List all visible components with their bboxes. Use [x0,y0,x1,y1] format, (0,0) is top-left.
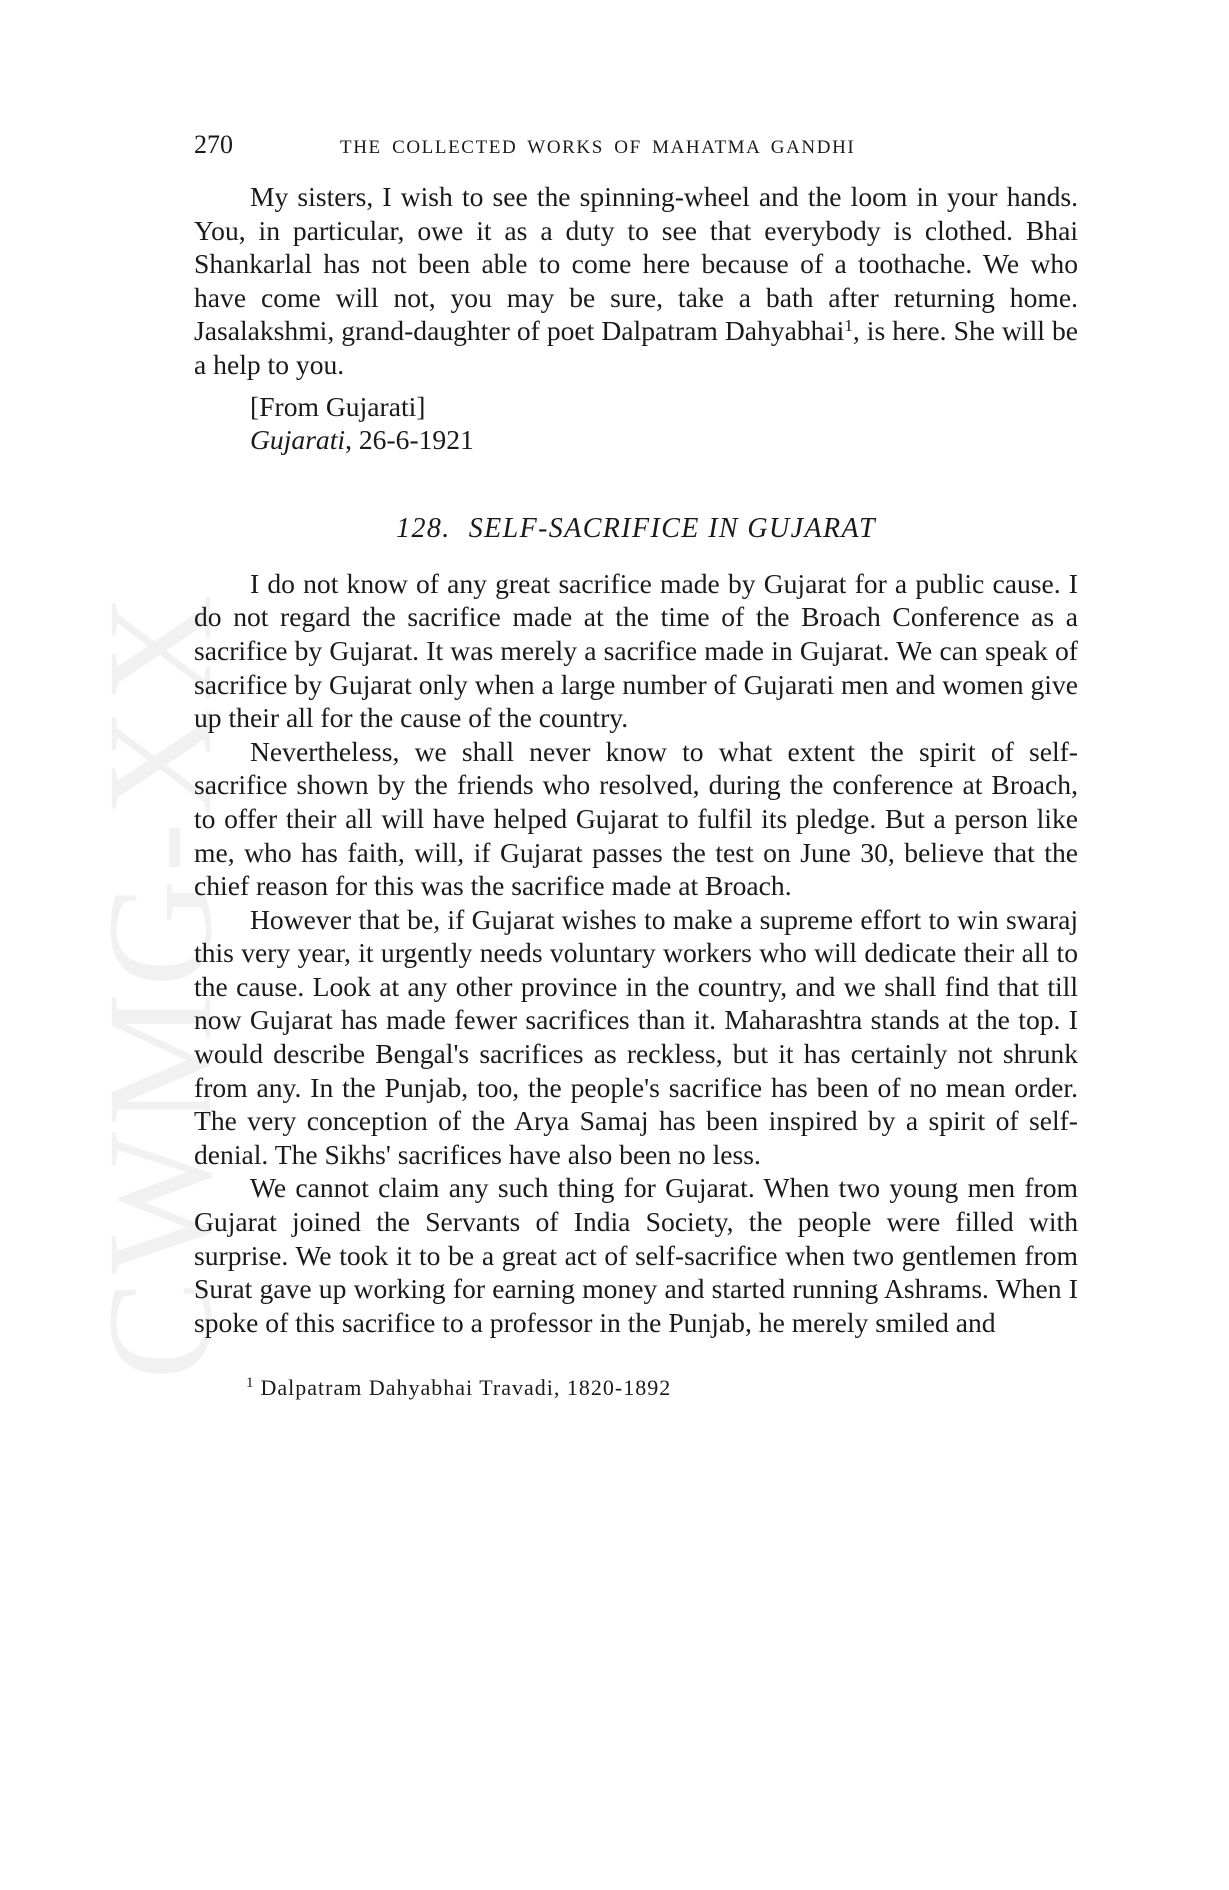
footnote-marker: 1 [246,1375,255,1392]
article-paragraph: We cannot claim any such thing for Gujarat. When two young men from Gujarat joined the Servants of India Society, the people were filled with surprise. We took it to be a great act of self-sacrifice when two gentlemen from Surat gave up working for earning money and started running Ashrams. When I spoke of this sacrifice to a professor in the Punjab, he merely smiled and [194,1172,1078,1338]
article-body [194,567,1078,1340]
watermark-text: CWMG-XX [77,588,243,1380]
article-heading [194,513,1078,545]
closing-paragraph-text: My sisters, I wish to see the spinning-wheel and the loom in your hands. You, in particular, owe it as a duty to see that everybody is clothed. Bhai Shankarlal has not been able to come here because of a toothache. We who have come will not, you may be sure, take a bath after returning home. Jasalakshmi, grand-daughter of poet Dalpatram Dahyabhai [194,181,1078,347]
closing-paragraph [194,180,1078,382]
running-head [194,130,1078,170]
previous-item [194,180,1078,457]
running-title: THE COLLECTED WORKS OF MAHATMA GANDHI [340,137,856,158]
article-paragraph: However that be, if Gujarat wishes to make a supreme effort to win swaraj this very year, it urgently needs voluntary workers who will dedicate their all to the cause. Look at any other province in the country, and we shall find that till now Gujarat has made fewer sacrifices than it. Maharashtra stands at the top. I would describe Bengal's sacrifices as reckless, but it has certainly not shrunk from any. In the Punjab, too, the people's sacrifice has been of no mean order. The very conception of the Arya Samaj has been inspired by a spirit of self-denial. The Sikhs' sacrifices have also been no less. [194,903,1078,1170]
source-date: , 26-6-1921 [345,424,474,456]
closing-paragraph-tail: , is here. She will be a help to you. [194,315,1078,380]
article-paragraph: Nevertheless, we shall never know to what extent the spirit of self-sacrifice shown by the friends who resolved, during the conference at Broach, to offer their all will have helped Gujarat to fulfil its pledge. But a person like me, who has faith, will, if Gujarat passes the test on June 30, believe that the chief reason for this was the sacrifice made at Broach. [194,735,1078,902]
page [194,130,1078,1401]
footnote-text: Dalpatram Dahyabhai Travadi, 1820-1892 [260,1375,672,1401]
article-paragraph: I do not know of any great sacrifice made by Gujarat for a public cause. I do not regard the sacrifice made at the time of the Broach Conference as a sacrifice by Gujarat. It was merely a sacrifice made in Gujarat. We can speak of sacrifice by Gujarat only when a large number of Gujarati men and women give up their all for the cause of the country. [194,567,1078,734]
source-citation [250,423,1078,457]
page-number: 270 [194,130,233,159]
source-language: [From Gujarati] [250,390,426,422]
source-publication: Gujarati [250,424,346,456]
article-number: 128. [396,512,451,544]
article-title: SELF-SACRIFICE IN GUJARAT [468,512,876,544]
footnote-reference: 1 [844,316,853,336]
footnote [246,1375,1078,1401]
